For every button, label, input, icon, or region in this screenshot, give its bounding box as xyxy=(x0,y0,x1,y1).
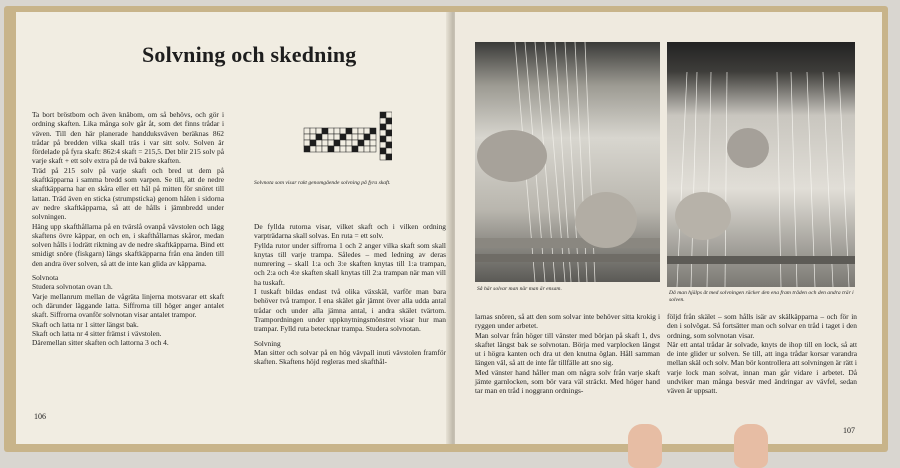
photo-right-hand xyxy=(575,192,637,248)
right-column-2: följd från skälet – som hålls isär av skälkäpparna – och för in den i solvögat. Så fortsätter man och solvar en tråd i taget i den ordning, som solvnotan visar. När ett antal trådar är solvade, knyts de ihop till en lock, så att de inte glider ur solven. Se till, att inga trådar korsar varandra mellan skäl och solv. Man bör kontrollera att solvningen är rätt i varje lock man solvat, innan man går vidare i arbetet. Då undviker man många besvär med ändringar av vävfel, sedan väven är uppsatt. xyxy=(667,312,857,396)
grid-cell xyxy=(352,140,358,146)
tie-up-cell xyxy=(386,124,392,130)
tie-up-cell xyxy=(386,118,392,124)
photo-caption-1: Så här solvar man när man är ensam. xyxy=(477,286,562,292)
grid-cell xyxy=(364,128,370,134)
grid-cell xyxy=(322,146,328,152)
grid-cell xyxy=(334,134,340,140)
page-number: 107 xyxy=(843,426,855,435)
grid-cell xyxy=(316,128,322,134)
paragraph: Man sitter och solvar på en hög vävpall inuti vävstolen framför skaften. Skaftens höjd regleras med skafthål- xyxy=(254,347,446,367)
paragraph: Skaft och latta nr 1 sitter längst bak. xyxy=(32,319,139,329)
grid-cell xyxy=(328,140,334,146)
tie-up-cell xyxy=(386,142,392,148)
photo-left-hand xyxy=(477,130,547,182)
section-heading-solvning: Solvning xyxy=(254,338,281,348)
left-page xyxy=(16,12,451,444)
grid-cell xyxy=(340,146,346,152)
tie-up-cell xyxy=(380,142,386,148)
photo-hand-bottom xyxy=(675,192,731,240)
grid-cell xyxy=(358,146,364,152)
grid-cell xyxy=(346,146,352,152)
grid-cell xyxy=(370,134,376,140)
grid-cell xyxy=(328,134,334,140)
paragraph: Fyllda rutor under siffrorna 1 och 2 anger vilka skaft som skall knytas till varje trampa. Således – med ledning av deras numrering – skall 1:a och 3:e skaften knytas till 1:a trampan, och 2:a och 4:e skaften skall knytas till 2:a trampan när man vill ha tuskaft. xyxy=(254,240,446,287)
grid-cell xyxy=(370,146,376,152)
figure-caption: Solvnota som visar rakt genomgående solvning på fyra skaft. xyxy=(254,180,391,186)
right-column-1: larnas snören, så att den som solvar inte behöver sitta krokig i ryggen under arbetet. Man solvar från höger till vänster med början på skaft 1, dvs skaftet längst bak se solvnotan. Börja med varplocken längst ut i högra kanten och dra ut den knutna öglan. Håll samman längen väl, så att de inte får tillfälle att sno sig. Med vänster hand håller man om några solv från varje skaft jämte garnlocken, som bör vara väl sträckt. Med höger hand tar man en tråd i noggrann ordnings- xyxy=(475,312,660,396)
grid-cell xyxy=(364,134,370,140)
section-heading-solvnota: Solvnota xyxy=(32,273,59,283)
page-number: 106 xyxy=(34,412,46,421)
grid-cell xyxy=(340,128,346,134)
grid-cell xyxy=(358,128,364,134)
grid-cell xyxy=(352,134,358,140)
grid-cell xyxy=(352,146,358,152)
tie-up-cell xyxy=(380,112,386,118)
grid-cell xyxy=(310,134,316,140)
paragraph: Ta bort bröstbom och även knäbom, om så behövs, och gör i ordning skaften. Lika många solv går åt, som det finns trådar i väven. Till den här planerade handduksväven beräknas 862 trådar på bredden vilka skall träs i var sitt solv. Solven är fördelade på fyra skaft: 862:4 skaft = 215,5. Det blir 215 solv på varje skaft + ett solv extra på de två bakre skaften. xyxy=(32,110,224,166)
tie-up-cell xyxy=(380,130,386,136)
tie-up-cell xyxy=(386,136,392,142)
tie-up-cell xyxy=(380,154,386,160)
grid-cell xyxy=(346,140,352,146)
paragraph: Studera solvnotan ovan t.h. xyxy=(32,282,113,292)
grid-cell xyxy=(304,146,310,152)
grid-cell xyxy=(322,140,328,146)
grid-cell xyxy=(316,140,322,146)
grid-cell xyxy=(328,128,334,134)
solvnota-diagram xyxy=(302,110,392,172)
grid-cell xyxy=(328,146,334,152)
tie-up-cell xyxy=(380,118,386,124)
paragraph: I tuskaft bildas endast två olika växskäl, varför man bara behöver två trampor. I ena skälet går jämnt över alla udda antal trådar och under alla jämna antal, i andra skälet tvärtom. Trampordningen under uppknytningsmönstret visar hur man trampar. Fylld ruta betecknar trampa. Studera solvnotan. xyxy=(254,287,446,334)
tie-up-cell xyxy=(386,130,392,136)
grid-cell xyxy=(304,140,310,146)
photo-caption-2: Då man hjälps åt med solvningen räcker den ena fram tråden och den andra trär i solven. xyxy=(669,290,854,303)
grid-cell xyxy=(322,134,328,140)
right-page xyxy=(455,12,882,444)
grid-cell xyxy=(334,128,340,134)
left-column-2 xyxy=(254,222,446,366)
paragraph: Varje mellanrum mellan de vågräta linjerna motsvarar ett skaft och därunder läggande latta. Siffrorna till höger anger antalet skaft. Siffrorna ovanför solvnotan visar antalet trampor. xyxy=(32,291,224,320)
grid-cell xyxy=(310,140,316,146)
grid-cell xyxy=(316,146,322,152)
grid-cell xyxy=(334,140,340,146)
paragraph: Däremellan sitter skaften och lattorna 3 och 4. xyxy=(32,338,169,348)
tie-up-cell xyxy=(386,112,392,118)
tie-up-cell xyxy=(386,148,392,154)
grid-cell xyxy=(352,128,358,134)
grid-cell xyxy=(370,128,376,134)
left-column-1 xyxy=(32,110,224,347)
thumb-left xyxy=(628,424,662,468)
page-title: Solvning och skedning xyxy=(142,42,357,67)
tie-up-cell xyxy=(386,154,392,160)
grid-cell xyxy=(340,140,346,146)
grid-cell xyxy=(310,146,316,152)
tie-up-cell xyxy=(380,136,386,142)
paragraph: Träd på 215 solv på varje skaft och bred ut dem på skaftkäpparna i samma bredd som varpen. Se till, att de nedre skaftkäpparna har en skåra eller ett hål på mitten för snöret till lattan. Träd även en sticka (strumpsticka) genom hålen i sidorna av nedre skaftkäpparna, så att de hålls i jämnbredd under solvningen. xyxy=(32,165,224,222)
tie-up-cell xyxy=(380,124,386,130)
grid-cell xyxy=(304,134,310,140)
grid-cell xyxy=(334,146,340,152)
photo-hand-top xyxy=(727,128,769,168)
grid-cell xyxy=(304,128,310,134)
grid-cell xyxy=(346,134,352,140)
photo-solo-threading xyxy=(475,42,660,282)
photo-warp-threads-2 xyxy=(667,42,855,287)
grid-cell xyxy=(310,128,316,134)
paragraph: Häng upp skafthållarna på en tvärslå ovanpå vävstolen och lägg skaftens övre käppar, en och en, i skafthållarnas skåror, medan solven hålls i lodrätt riktning av de nedre skaftkäpparna. Bind ett smidigt snöre (fiskgarn) längs skaftkäpparna från ena änden till den andra över solven, så att de inte kan glida av käpparna. xyxy=(32,221,224,268)
paragraph: De fyllda rutorna visar, vilket skaft och i vilken ordning varpträdarna skall solvas. En ruta = ett solv. xyxy=(254,222,446,241)
tie-up-cell xyxy=(380,148,386,154)
grid-cell xyxy=(340,134,346,140)
thumb-right xyxy=(734,424,768,468)
photo-pair-threading xyxy=(667,42,855,287)
grid-cell xyxy=(364,146,370,152)
grid-cell xyxy=(322,128,328,134)
grid-cell xyxy=(370,140,376,146)
grid-cell xyxy=(364,140,370,146)
paragraph: Skaft och latta nr 4 sitter främst i vävstolen. xyxy=(32,328,162,338)
grid-cell xyxy=(316,134,322,140)
grid-cell xyxy=(358,140,364,146)
grid-cell xyxy=(346,128,352,134)
grid-cell xyxy=(358,134,364,140)
